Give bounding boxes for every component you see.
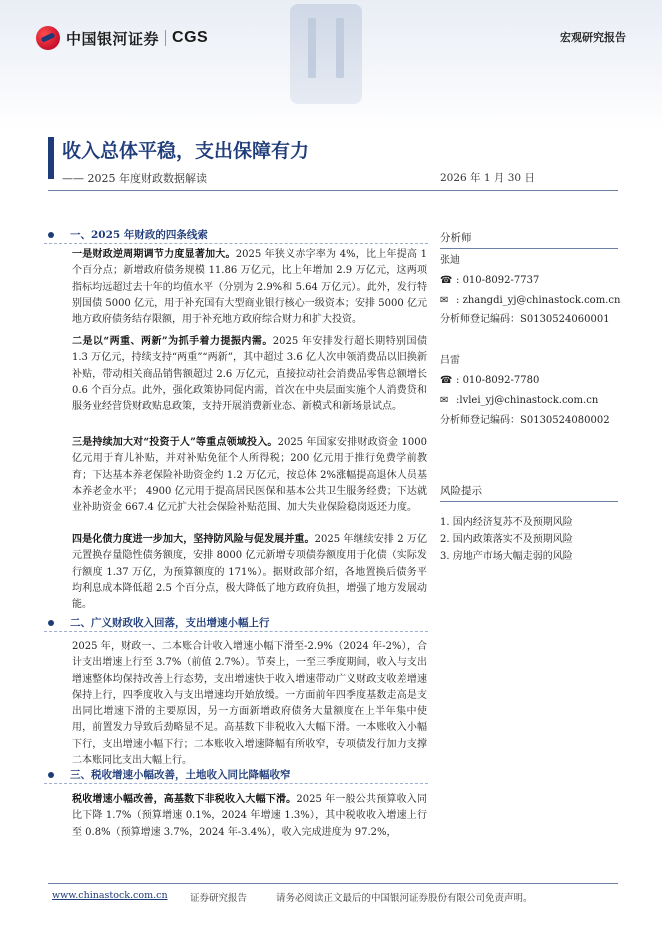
analyst-label: 分析师 (440, 232, 472, 244)
section-heading-2 (44, 614, 428, 632)
footer-disclaimer: 请务必阅读正文最后的中国银河证券股份有限公司免责声明。 (276, 893, 533, 904)
section-heading-3 (44, 766, 428, 784)
section-bullet-icon (48, 772, 54, 778)
paragraph-fiscal-policy (72, 247, 427, 328)
mail-icon: ✉ (440, 294, 449, 306)
section-heading-1 (44, 226, 428, 244)
paragraph-lead: 一是财政逆周期调节力度显著加大。 (72, 249, 236, 260)
logo-english-name: CGS (172, 29, 209, 46)
phone-icon: ☎ (440, 374, 453, 386)
report-date: 2026 年 1 月 30 日 (440, 172, 535, 184)
analyst-name: 张迪 (440, 255, 460, 266)
header-watermark-graphic (290, 4, 362, 104)
section-bullet-icon (48, 620, 54, 626)
logo-divider (165, 30, 166, 46)
paragraph-text: 2025 年狭义赤字率为 4%，比上年提高 1 个百分点；新增政府债务规模 11.86 万亿元，比上年增加 2.9 万亿元，这两项指标均远超过去十年的均值水平（分别为 2.9%和 5.64 万亿元）。此外，发行特别国债 5000 亿元，用于补充国有大型商业银行核心一级资本；安排 5000 亿元地方政府债务结存限额，用于补充地方政府综合财力和扩大投资。 (72, 249, 428, 326)
paragraph-lead: 四是化债力度进一步加大，坚持防风险与促发展并重。 (72, 534, 315, 545)
analyst-registration: 分析师登记编码：S0130524080002 (440, 414, 610, 426)
risk-panel (440, 483, 618, 565)
analyst-phone: ☎ : 010-8092-7737 (440, 271, 618, 291)
section-title: 二、广义财政收入回落，支出增速小幅上行 (70, 617, 270, 629)
analyst-card-2 (440, 351, 618, 430)
section-bullet-icon (48, 232, 54, 238)
analyst-divider (440, 248, 618, 249)
risk-list (440, 514, 618, 565)
mail-icon: ✉ (440, 394, 449, 406)
risk-label: 风险提示 (440, 485, 482, 497)
phone-number: 010-8092-7780 (462, 374, 540, 386)
report-type-label: 宏观研究报告 (560, 31, 626, 44)
phone-icon: ☎ (440, 274, 453, 286)
phone-number: 010-8092-7737 (462, 274, 540, 286)
footer-website-link[interactable]: www.chinastock.com.cn (52, 890, 168, 901)
paragraph-debt-resolution (72, 532, 427, 613)
title-divider (48, 190, 618, 191)
analyst-name: 吕雷 (440, 355, 460, 367)
section-title: 一、2025 年财政的四条线索 (70, 229, 208, 241)
email-address[interactable]: lvlei_yj@chinastock.com.cn (459, 394, 599, 406)
paragraph-lead: 二是以“两重、两新”为抓手着力提振内需。 (72, 336, 273, 347)
paragraph-domestic-demand (72, 334, 427, 415)
risk-item: 2. 国内政策落实不及预期风险 (440, 534, 573, 545)
risk-item: 1. 国内经济复苏不及预期风险 (440, 517, 573, 528)
footer-report-type: 证券研究报告 (190, 893, 248, 904)
section-title: 三、税收增速小幅改善，土地收入同比降幅收窄 (70, 769, 291, 781)
analyst-email: ✉ : zhangdi_yj@chinastock.com.cn (440, 291, 618, 311)
analyst-phone: ☎ : 010-8092-7780 (440, 371, 618, 391)
paragraph-text: 2025 年一般公共预算收入同比下降 1.7%（预算增速 0.1%，2024 年增速 1.3%），其中税收收入增速上行至 0.8%（预算增速 3.7%，2024 年-3.4%），收入完成进度为 97.2%， (72, 794, 427, 838)
analyst-registration: 分析师登记编码：S0130524060001 (440, 314, 610, 326)
analyst-card-1 (440, 251, 621, 330)
analyst-panel (440, 230, 621, 430)
risk-divider (440, 501, 618, 502)
paragraph-text: 2025 年安排发行超长期特别国债 1.3 万亿元，持续支持“两重”“两新”，其中超过 3.6 亿人次申领消费品以旧换新补贴，带动相关商品销售额超过 2.6 万亿元，直接拉动社会消费品零售总额增长 0.6 个百分点。此外，强化政策协同促内需，首次在中央层面实施个人消费贷和服务业经营贷财政贴息政策，支持开展消费新业态、新模式和新场景试点。 (72, 336, 427, 413)
title-accent-bar (48, 137, 54, 179)
header-band (0, 0, 662, 130)
paragraph-lead: 三是持续加大对“投资于人”等重点领域投入。 (72, 437, 278, 448)
paragraph-text: 2025 年继续安排 2 万亿元置换存量隐性债务额度，安排 8000 亿元新增专项债券额度用于化债（实际发行额度 1.37 万亿，为预算额度的 171%）。据财政部介绍，各地置换后债务平均利息成本降低超 2.5 个百分点，极大降低了地方政府负担，增强了地方发展动能。 (72, 534, 427, 611)
analyst-email: ✉ :lvlei_yj@chinastock.com.cn (440, 391, 618, 411)
risk-item: 3. 房地产市场大幅走弱的风险 (440, 551, 573, 562)
paragraph-text: 2025 年，财政一、二本账合计收入增速小幅下滑至-2.9%（2024 年-2%），合计支出增速上行至 3.7%（前值 2.7%）。节奏上，一至三季度期间，收入与支出增速整体均保持改善上行态势，支出增速快于收入增速带动广义财政支收差增速保持上行，四季度收入与支出增速均开始放缓。一方面前年四季度基数走高是支出同比增速下滑的主要原因，另一方面新增政府债务大量额度在上半年集中使用，前置发力导致后劲略显不足。高基数下非税收入大幅下滑。一本账收入小幅下行，支出增速小幅下行；二本账收入增速降幅有所收窄，专项债发行加力支撑二本账同比支出大幅上行。 (72, 641, 427, 767)
email-address[interactable]: zhangdi_yj@chinastock.com.cn (462, 294, 621, 306)
company-logo (36, 26, 208, 50)
paragraph-tax-revenue (72, 792, 427, 841)
paragraph-invest-in-people (72, 435, 427, 516)
paragraph-revenue-expenditure (72, 639, 427, 769)
report-title: 收入总体平稳，支出保障有力 (62, 140, 310, 162)
logo-chinese-name: 中国银河证券 (66, 29, 160, 48)
logo-emblem-icon (36, 26, 60, 50)
paragraph-lead: 税收增速小幅改善，高基数下非税收入大幅下滑。 (72, 794, 297, 805)
paragraph-text: 2025 年国家安排财政资金 1000 亿元用于育儿补贴，并对补贴免征个人所得税；200 亿元用于推行免费学前教育；下达基本养老保险补助资金约 1.2 万亿元，按总体 2%涨幅提高退休人员基本养老金水平； 4900 亿元用于提高居民医保和基本公共卫生服务经费；下达就业补助资金 667.4 亿元扩大社会保险补贴范围、加大失业保险稳岗返还力度。 (72, 437, 427, 514)
footer-divider (48, 883, 618, 884)
report-subtitle: —— 2025 年度财政数据解读 (62, 172, 207, 185)
